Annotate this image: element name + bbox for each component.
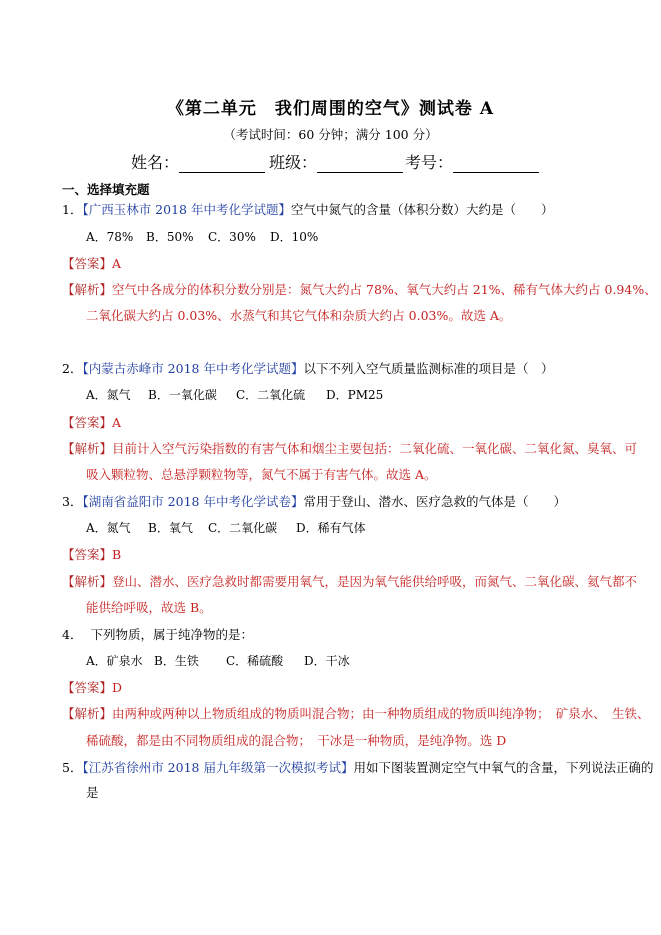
answer-value: A	[112, 256, 122, 271]
question-4-answer	[62, 678, 122, 696]
section-title: 一、选择填充题	[62, 182, 150, 197]
question-source: 【内蒙古赤峰市 2018 年中考化学试题】	[82, 361, 304, 376]
question-text: 以下不列入空气质量监测标准的项目是（ ）	[303, 361, 554, 376]
answer-value: B	[112, 547, 122, 562]
question-text-continued: 是	[86, 785, 99, 800]
option-b: B．一氧化碳	[148, 388, 217, 402]
answer-value: A	[112, 415, 122, 430]
class-blank[interactable]	[317, 156, 403, 173]
question-text: 常用于登山、潜水、医疗急救的气体是（ ）	[303, 494, 566, 509]
question-1-stem	[62, 200, 553, 218]
option-b: B．50%	[146, 230, 194, 244]
analysis-label: 【解析】	[62, 706, 113, 721]
page-title: 《第二单元 我们周围的空气》测试卷 A	[166, 99, 495, 119]
answer-label: 【答案】	[62, 415, 113, 430]
name-blank[interactable]	[179, 156, 265, 173]
analysis-label: 【解析】	[62, 282, 113, 297]
analysis-line: 二氧化碳大约占 0.03%、水蒸气和其它气体和杂质大约占 0.03%。故选 A。	[86, 308, 512, 323]
question-3-analysis	[62, 572, 637, 590]
question-number: 3．	[62, 494, 83, 509]
option-b: B．生铁	[154, 654, 199, 668]
option-d: D．PM25	[326, 388, 384, 402]
question-text: 下列物质，属于纯净物的是：	[90, 627, 253, 642]
answer-label: 【答案】	[62, 547, 113, 562]
question-1-analysis	[62, 280, 657, 298]
option-a: A．矿泉水	[86, 654, 143, 668]
option-b: B．氧气	[148, 521, 193, 535]
analysis-line: 吸入颗粒物、总悬浮颗粒物等，氮气不属于有害气体。故选 A。	[86, 467, 437, 482]
option-d: D．10%	[270, 230, 319, 244]
question-text: 空气中氮气的含量（体积分数）大约是（ ）	[290, 202, 554, 217]
question-number: 2．	[62, 361, 83, 376]
option-c: C．二氧化硫	[236, 388, 306, 402]
question-2-analysis	[62, 439, 637, 457]
answer-label: 【答案】	[62, 680, 113, 695]
question-text: 用如下图装置测定空气中氧气的含量，下列说法正确的	[353, 760, 654, 775]
analysis-line: 稀硫酸，都是由不同物质组成的混合物； 干冰是一种物质，是纯净物。选 D	[86, 733, 507, 748]
question-3-stem	[62, 492, 566, 510]
question-1-answer	[62, 254, 121, 272]
question-4-stem	[62, 625, 253, 643]
question-1-options	[86, 228, 318, 245]
analysis-label: 【解析】	[62, 441, 113, 456]
question-2-answer	[62, 413, 121, 431]
question-number: 1．	[62, 202, 83, 217]
student-info-line	[131, 150, 539, 173]
question-5-stem	[62, 758, 653, 776]
question-number: 4．	[62, 627, 83, 642]
question-4-analysis	[62, 704, 650, 722]
analysis-line: 空气中各成分的体积分数分别是：氮气大约占 78%、氧气大约占 21%、稀有气体大约占 0.94%、	[112, 282, 657, 297]
option-a: A．78%	[86, 230, 134, 244]
exam-subtitle: （考试时间：60 分钟；满分 100 分）	[223, 127, 438, 142]
answer-label: 【答案】	[62, 256, 113, 271]
analysis-line: 目前计入空气污染指数的有害气体和烟尘主要包括：二氧化硫、一氧化碳、二氧化氮、臭氧、可	[112, 441, 638, 456]
question-3-answer	[62, 545, 121, 563]
class-label: 班级：	[269, 153, 318, 172]
option-d: D．稀有气体	[296, 521, 366, 535]
option-a: A．氮气	[86, 388, 131, 402]
analysis-line: 由两种或两种以上物质组成的物质叫混合物；由一种物质组成的物质叫纯净物； 矿泉水、 生铁、	[112, 706, 650, 721]
name-label: 姓名：	[131, 153, 180, 172]
question-4-options	[86, 652, 350, 669]
question-2-stem	[62, 359, 553, 377]
question-source: 【江苏省徐州市 2018 届九年级第一次模拟考试】	[82, 760, 354, 775]
option-d: D．干冰	[304, 654, 350, 668]
question-3-options	[86, 519, 366, 536]
question-2-options	[86, 386, 383, 403]
question-source: 【广西玉林市 2018 年中考化学试题】	[82, 202, 291, 217]
question-number: 5．	[62, 760, 83, 775]
option-c: C．二氧化碳	[208, 521, 278, 535]
exam-no-label: 考号：	[405, 153, 454, 172]
analysis-line: 能供给呼吸，故选 B。	[86, 600, 212, 615]
exam-no-blank[interactable]	[453, 156, 539, 173]
analysis-line: 登山、潜水、医疗急救时都需要用氧气，是因为氧气能供给呼吸，而氮气、二氧化碳、氦气都不	[112, 574, 638, 589]
answer-value: D	[112, 680, 123, 695]
question-source: 【湖南省益阳市 2018 年中考化学试卷】	[82, 494, 304, 509]
option-a: A．氮气	[86, 521, 131, 535]
option-c: C．稀硫酸	[226, 654, 284, 668]
option-c: C．30%	[208, 230, 256, 244]
analysis-label: 【解析】	[62, 574, 113, 589]
